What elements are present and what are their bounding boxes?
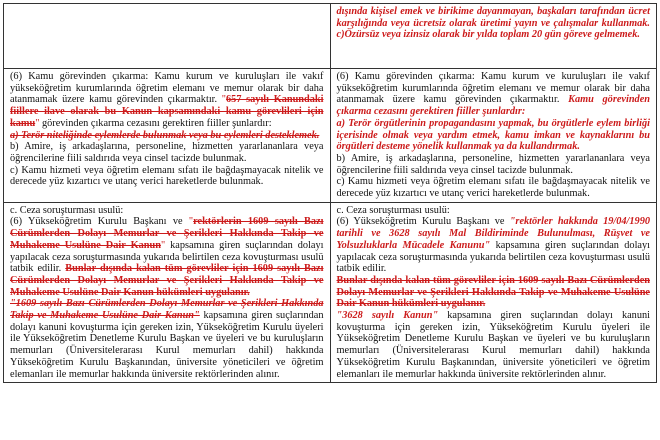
new-text-cell (330, 202, 657, 383)
table-row (4, 4, 657, 69)
quote-mark: " (221, 94, 227, 106)
deleted-text: Bunlar dışında kalan tüm görevliler için 1609 sayılı Bazı Cürümlerden Dolayı Memurlar ve Şerikleri Hakkında Takip ve Muhakeme Usulüne Dair Kanun hükümleri uygulanır. (336, 274, 650, 310)
paragraph: b) Amire, iş arkadaşlarına, personeline, hizmetten yararlananlara veya öğrencilerine fiili saldırıda veya cinsel tacizde bulunmak. (336, 152, 650, 176)
old-text-cell (4, 4, 331, 69)
paragraph: c) Kamu hizmeti veya öğretim elemanı sıfatı ile bağdaşmayacak nitelik ve derecede yüz kızartıcı ve utanç verici hareketlerde bulunmak. (10, 164, 324, 188)
body-text: kapsamına giren suçlarından dolayı yapılacak ceza soruşturmasında yukarıda belirtilen ceza kovuşturması usulü tatbik edilir. (336, 239, 651, 275)
added-text: a) Terör örgütlerinin propagandasını yapmak, bu örgütlerle eylem birliği içerisinde olmak veya yardım etmek, kamu imkan ve kaynaklarını bu örgütleri desteme yönelik kullanmak ya da kullandırmak. (336, 117, 650, 153)
table-row (4, 202, 657, 383)
paragraph: b) Amire, iş arkadaşlarına, personeline, hizmetten yararlananlara veya öğrencilerine fiili saldırıda veya cinsel tacizde bulunmak. (10, 141, 324, 164)
quote-mark: " (35, 117, 40, 129)
paragraph: c) Kamu hizmeti veya öğretim elemanı sıfatı ile bağdaşmayacak nitelik ve derecede yüz kızartıcı ve utanç verici hareketlerde bulunmak. (336, 176, 650, 200)
quote-mark: " (160, 239, 166, 251)
body-text: kapsamına giren suçlarından dolayı kanuni kovuşturma için gereken izin, Yükseköğretim Kurulu üyeleri ile Yükseköğretim Denetleme Kurulu Başkan ve üyeleri ve bu kuruluşların memurları (Üniversitelerarası Kurul memurları dahil) hakkında Yükseköğretim Kurulu Başkanından, üniversite yöneticileri ve öğretim elemanları ile memurlar hakkında üniversite rektörlerinden alınır. (10, 310, 324, 380)
body-text: (6) Yükseköğretim Kurulu Başkanı ve (10, 216, 189, 228)
new-text-cell (330, 4, 657, 69)
paragraph (337, 71, 651, 118)
added-text: Kamu görevinden çıkarma cezasını gerektiren fiiller şunlardır: (336, 94, 650, 118)
old-text-cell (4, 69, 331, 203)
new-text-cell (330, 69, 657, 203)
paragraph (337, 310, 651, 380)
deleted-text: a) Terör niteliğinde eylemlerde bulunmak veya bu eylemleri desteklemek. (10, 129, 320, 141)
paragraph (337, 216, 651, 275)
paragraph (10, 298, 324, 380)
body-text: (6) Kamu görevinden çıkarma: Kamu kurum ve kuruluşları ile vakıf yükseköğretim kurumlarında öğretim elemanı ve memur olarak bir daha atanmamak üzere kamu görevinden çıkarmaktır. (10, 71, 324, 106)
deleted-text: 657 sayılı Kanundaki fiillere ilave olarak bu Kanun kapsamındaki kamu görevlileri için kamu (10, 94, 324, 129)
added-text: dışında kişisel emek ve birikime dayanmayan, başkaları tarafından ücret karşılığında veya ücretsiz olarak üretimi yayın ve çalışmalar kullanmak. c)Özürsüz veya izinsiz olarak bir yılda toplam 20 gün göreve gelmemek. (336, 6, 650, 41)
comparison-table (3, 3, 657, 383)
body-text: kapsamına giren suçlarından dolayı kanuni kovuşturma için gereken izin, Yükseköğretim Kurulu üyeleri ile Yükseköğretim Denetleme Kurulu Başkan ve üyeleri ve bu kuruluşların memurları (Üniversitelerarası Kurul memurları dahil) hakkında Yükseköğretim Kurulu Başkanından, üniversite yöneticileri ve öğretim elemanları ile memurlar hakkında üniversite rektörlerinden alınır. (336, 310, 650, 380)
paragraph (10, 71, 324, 130)
deleted-text: Bunlar dışında kalan tüm görevliler için 1609 sayılı Bazı Cürümlerden Dolayı Memurlar ve Şerikleri Hakkında Takip ve Muhakeme Usulüne Dair Kanun hükümleri uygulanır. (10, 263, 324, 298)
deleted-text: rektörlerin 1609 sayılı Bazı Cürümlerden Dolayı Memurlar ve Şerikleri Hakkında Takip ve Muhakeme Usulüne Dair Kanun (10, 216, 324, 251)
section-heading: c. Ceza soruşturması usulü: (336, 204, 450, 216)
quote-mark: " (188, 216, 194, 228)
added-text: "3628 sayılı Kanun" (336, 310, 439, 322)
body-text: (6) Kamu görevinden çıkarma: Kamu kurum ve kuruluşları ile vakıf yükseköğretim kurumlarında öğretim elemanı ve memur olarak bir daha atanmamak üzere kamu görevinden çıkarmaktır. (336, 71, 650, 106)
body-text: kapsamına giren suçlarından dolayı yapılacak ceza soruşturmasında yukarıda belirtilen ceza kovuşturması usulü tatbik edilir. (10, 239, 324, 275)
body-text: (6) Yükseköğretim Kurulu Başkanı ve (336, 216, 510, 228)
old-text-cell (4, 202, 331, 383)
section-heading: c. Ceza soruşturması usulü: (10, 204, 124, 216)
added-text: "rektörler hakkında 19/04/1990 tarihli ve 3628 sayılı Mal Bildiriminde Bulunulması, Rüşvet ve Yolsuzluklarla Mücadele Kanunu" (336, 216, 650, 251)
table-row (4, 69, 657, 203)
paragraph (10, 216, 324, 298)
body-text: görevinden çıkarma cezasını gerektiren fiiller şunlardır: (39, 117, 272, 129)
deleted-text: "1609 sayılı Bazı Cürümlerden Dolayı Memurlar ve Şerikleri Hakkında Takip ve Muhakeme Usulüne Dair Kanun" (10, 298, 324, 322)
